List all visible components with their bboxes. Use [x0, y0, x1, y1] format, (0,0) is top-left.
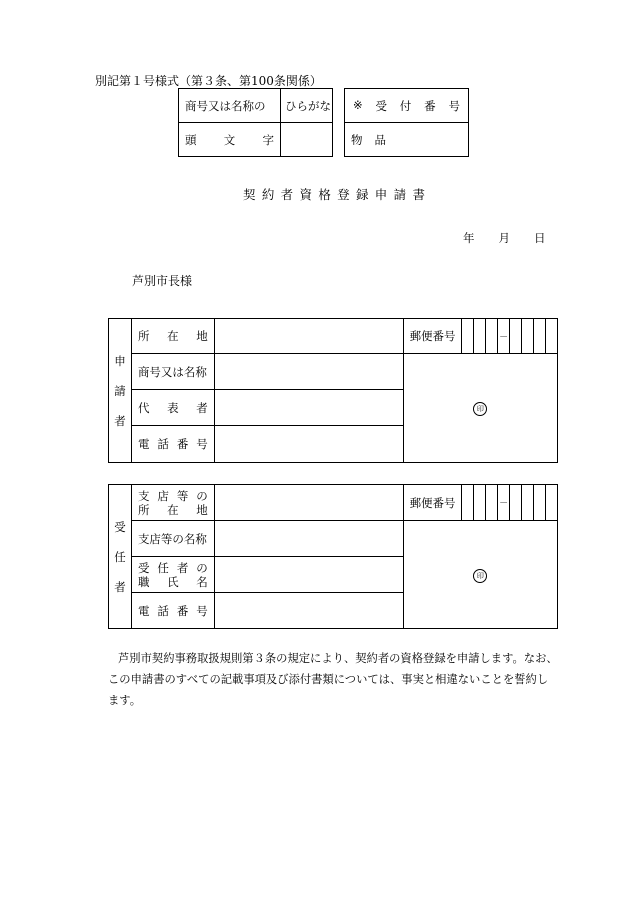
name-kana-box	[178, 88, 333, 157]
agent-postal-label: 郵便番号	[403, 485, 462, 521]
agent-phone-field[interactable]	[214, 593, 403, 629]
postal-digit[interactable]	[522, 319, 534, 354]
applicant-phone-label: 電 話 番 号	[131, 426, 214, 463]
page-title: 契 約 者 資 格 登 録 申 請 書	[243, 187, 425, 202]
applicant-side-label: 申 請 者	[109, 319, 132, 463]
postal-digit[interactable]	[486, 485, 498, 521]
postal-dash: －	[498, 485, 510, 521]
receipt-number-label: ※ 受 付 番 号	[345, 89, 469, 123]
seal-icon: 印	[473, 569, 487, 583]
applicant-business-name-field[interactable]	[214, 354, 403, 390]
agent-branch-address-label: 支 店 等 の 所 在 地	[131, 485, 214, 521]
date-line: 年 月 日	[463, 231, 546, 245]
applicant-table	[108, 318, 558, 463]
applicant-postal-label: 郵便番号	[403, 319, 462, 354]
applicant-representative-label: 代 表 者	[131, 390, 214, 426]
postal-digit[interactable]	[474, 485, 486, 521]
agent-branch-name-label: 支店等の名称	[131, 521, 214, 557]
agent-branch-name-field[interactable]	[214, 521, 403, 557]
applicant-business-name-label: 商号又は名称	[131, 354, 214, 390]
seal-icon: 印	[473, 402, 487, 416]
applicant-phone-field[interactable]	[214, 426, 403, 463]
postal-digit[interactable]	[510, 485, 522, 521]
agent-seal-area	[403, 521, 557, 629]
postal-digit[interactable]	[510, 319, 522, 354]
applicant-representative-field[interactable]	[214, 390, 403, 426]
postal-digit[interactable]	[486, 319, 498, 354]
postal-dash: －	[498, 319, 510, 354]
initial-letter-field[interactable]	[281, 123, 333, 157]
receipt-box	[344, 88, 469, 157]
addressee: 芦別市長様	[132, 274, 193, 288]
business-name-label: 商号又は名称の	[179, 89, 281, 123]
applicant-address-label: 所 在 地	[131, 319, 214, 354]
declaration-text: 芦別市契約事務取扱規則第３条の規定により、契約者の資格登録を申請します。なお、 この申請書のすべての記載事項及び添付書類については、事実と相違ないことを誓約し ます。	[108, 652, 558, 707]
postal-digit[interactable]	[534, 485, 546, 521]
form-number-note: 別記第１号様式（第３条、第100条関係）	[95, 74, 322, 88]
agent-branch-address-field[interactable]	[214, 485, 403, 521]
agent-table	[108, 484, 558, 629]
agent-title-name-field[interactable]	[214, 557, 403, 593]
applicant-address-field[interactable]	[214, 319, 403, 354]
applicant-seal-area	[403, 354, 557, 463]
agent-phone-label: 電 話 番 号	[131, 593, 214, 629]
agent-side-label: 受 任 者	[109, 485, 132, 629]
goods-label: 物 品	[345, 123, 469, 157]
postal-digit[interactable]	[462, 319, 474, 354]
agent-title-name-label: 受 任 者 の 職 氏 名	[131, 557, 214, 593]
postal-digit[interactable]	[474, 319, 486, 354]
initial-letter-label: 頭 文 字	[179, 123, 281, 157]
postal-digit[interactable]	[545, 485, 557, 521]
postal-digit[interactable]	[522, 485, 534, 521]
hiragana-label: ひらがな	[281, 89, 333, 123]
postal-digit[interactable]	[462, 485, 474, 521]
postal-digit[interactable]	[545, 319, 557, 354]
postal-digit[interactable]	[534, 319, 546, 354]
